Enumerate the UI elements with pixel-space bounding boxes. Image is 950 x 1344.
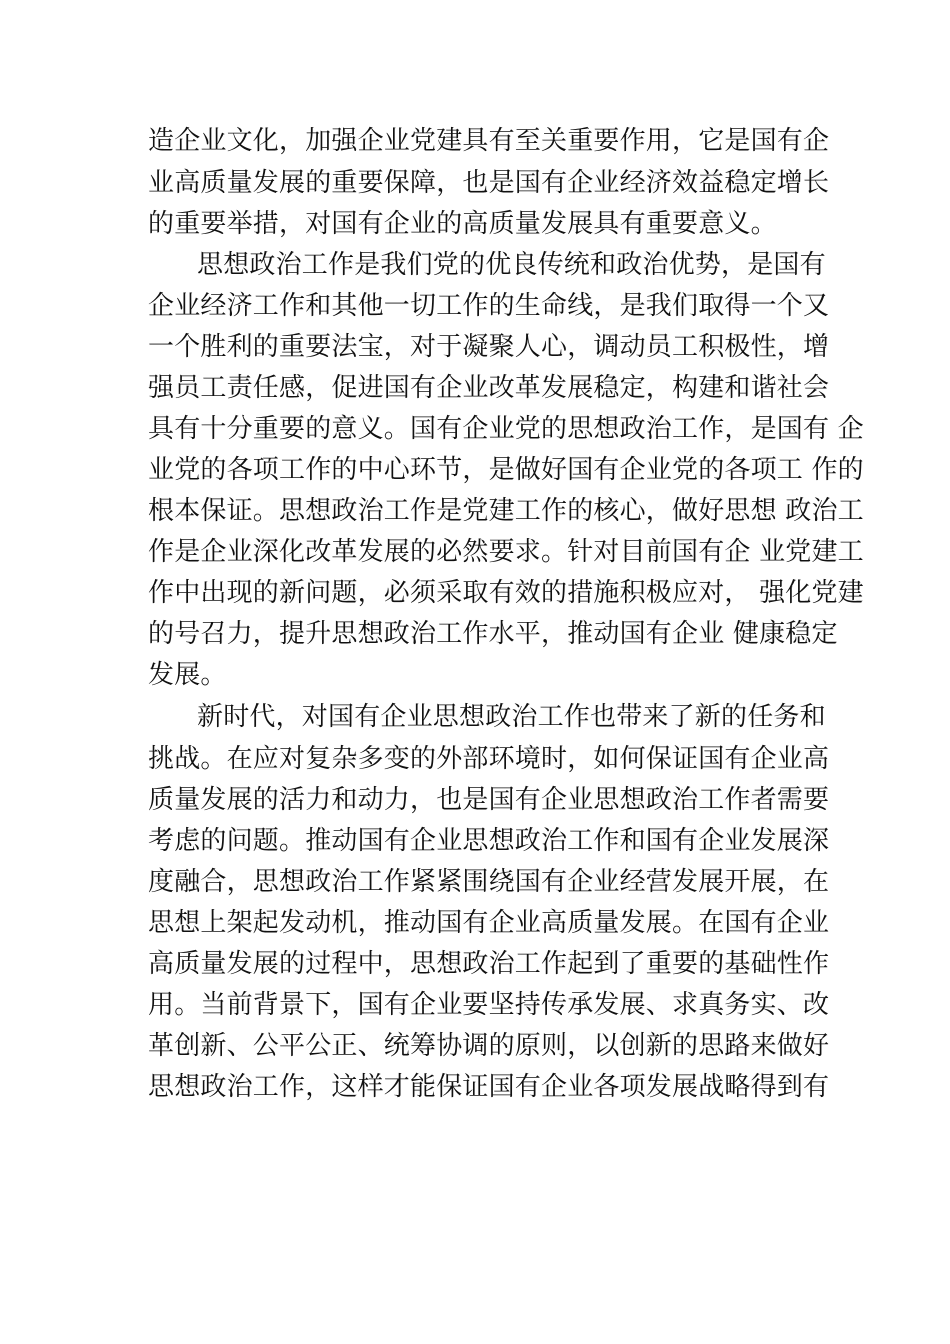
- text-line: 思想政治工作，这样才能保证国有企业各项发展战略得到有: [148, 1072, 830, 1102]
- text-line: 发展。: [148, 660, 227, 690]
- text-line: 的重要举措，对国有企业的高质量发展具有重要意义。: [148, 209, 777, 239]
- text-line: 考虑的问题。推动国有企业思想政治工作和国有企业发展深: [148, 826, 830, 856]
- text-line: 业高质量发展的重要保障，也是国有企业经济效益稳定增长: [148, 168, 830, 198]
- text-line: 思想政治工作是我们党的优良传统和政治优势，是国有: [197, 250, 826, 280]
- text-line: 新时代，对国有企业思想政治工作也带来了新的任务和: [197, 702, 826, 732]
- text-line: 作中出现的新问题，必须采取有效的措施积极应对， 强化党建: [148, 578, 864, 608]
- text-line: 度融合，思想政治工作紧紧围绕国有企业经营发展开展，在: [148, 867, 830, 897]
- text-line: 造企业文化，加强企业党建具有至关重要作用，它是国有企: [148, 126, 830, 156]
- text-line: 业党的各项工作的中心环节，是做好国有企业党的各项工 作的: [148, 455, 864, 485]
- text-line: 用。当前背景下，国有企业要坚持传承发展、求真务实、改: [148, 990, 830, 1020]
- text-line: 质量发展的活力和动力，也是国有企业思想政治工作者需要: [148, 785, 830, 815]
- text-line: 一个胜利的重要法宝，对于凝聚人心，调动员工积极性，增: [148, 332, 830, 362]
- text-line: 思想上架起发动机，推动国有企业高质量发展。在国有企业: [148, 908, 830, 938]
- text-line: 强员工责任感，促进国有企业改革发展稳定，构建和谐社会: [148, 373, 830, 403]
- text-line: 高质量发展的过程中，思想政治工作起到了重要的基础性作: [148, 949, 830, 979]
- text-line: 的号召力，提升思想政治工作水平，推动国有企业 健康稳定: [148, 619, 838, 649]
- text-line: 企业经济工作和其他一切工作的生命线，是我们取得一个又: [148, 291, 830, 321]
- text-line: 挑战。在应对复杂多变的外部环境时，如何保证国有企业高: [148, 744, 830, 774]
- text-line: 革创新、公平公正、统筹协调的原则，以创新的思路来做好: [148, 1031, 830, 1061]
- text-line: 作是企业深化改革发展的必然要求。针对目前国有企 业党建工: [148, 537, 864, 567]
- text-line: 根本保证。思想政治工作是党建工作的核心，做好思想 政治工: [148, 496, 864, 526]
- text-line: 具有十分重要的意义。国有企业党的思想政治工作，是国有 企: [148, 414, 864, 444]
